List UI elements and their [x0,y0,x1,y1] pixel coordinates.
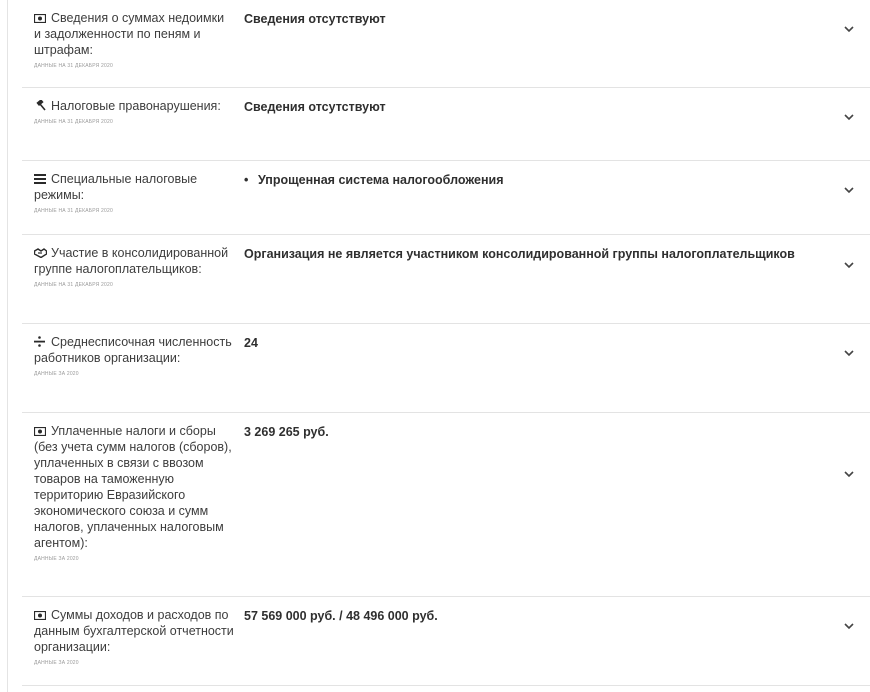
row-value: 57 569 000 руб. / 48 496 000 руб. [244,609,438,623]
list-bullet: • [244,173,249,187]
chevron-down-icon[interactable] [842,110,856,124]
data-date-note: ДАННЫЕ ЗА 2020 [34,660,79,666]
divide-icon [34,334,48,350]
left-divider [7,0,8,692]
row-label-group [34,607,234,667]
info-row-income-expenses[interactable] [22,597,870,686]
row-label-group [34,98,234,126]
row-value: Сведения отсутствуют [244,12,386,26]
row-value: 24 [244,336,258,350]
row-label-group [34,171,234,215]
tax-info-list [22,0,870,686]
row-value: 3 269 265 руб. [244,425,329,439]
row-label-group [34,10,234,70]
data-date-note: ДАННЫЕ НА 31 ДЕКАБРЯ 2020 [34,119,113,125]
info-row-violations[interactable] [22,88,870,161]
row-label: Уплаченные налоги и сборы (без учета сумм налогов (сборов), уплаченных в связи с ввозом товаров на таможенную территорию Евразийского экономического союза и сумм налогов, уплаченных налоговым агентом): [34,424,232,550]
data-date-note: ДАННЫЕ ЗА 2020 [34,371,79,377]
data-date-note: ДАННЫЕ НА 31 ДЕКАБРЯ 2020 [34,208,113,214]
row-label: Среднесписочная численность работников организации: [34,335,232,365]
row-label-group [34,334,234,378]
row-label: Участие в консолидированной группе налогоплательщиков: [34,246,229,276]
bars-icon [34,171,48,187]
banknote-icon [34,423,48,439]
info-row-special-regimes[interactable] [22,161,870,235]
data-date-note: ДАННЫЕ НА 31 ДЕКАБРЯ 2020 [34,282,113,288]
chevron-down-icon[interactable] [842,183,856,197]
info-row-consolidated-group[interactable] [22,235,870,324]
row-label-group [34,245,234,289]
row-value: Организация не является участником консолидированной группы налогоплательщиков [244,247,795,261]
row-value: Упрощенная система налогообложения [258,173,504,187]
info-row-headcount[interactable] [22,324,870,413]
handshake-icon [34,245,48,261]
data-date-note: ДАННЫЕ ЗА 2020 [34,556,79,562]
row-label: Суммы доходов и расходов по данным бухгалтерской отчетности организации: [34,608,234,654]
info-row-arrears[interactable] [22,0,870,88]
row-label: Сведения о суммах недоимки и задолженности по пеням и штрафам: [34,11,225,57]
row-label-group [34,423,234,563]
data-date-note: ДАННЫЕ НА 31 ДЕКАБРЯ 2020 [34,63,113,69]
banknote-icon [34,10,48,26]
gavel-icon [34,98,48,114]
chevron-down-icon[interactable] [842,619,856,633]
info-row-paid-taxes[interactable] [22,413,870,597]
chevron-down-icon[interactable] [842,346,856,360]
chevron-down-icon[interactable] [842,258,856,272]
banknote-icon [34,607,48,623]
chevron-down-icon[interactable] [842,467,856,481]
row-label: Налоговые правонарушения: [51,99,221,113]
row-label: Специальные налоговые режимы: [34,172,198,202]
chevron-down-icon[interactable] [842,22,856,36]
row-value: Сведения отсутствуют [244,100,386,114]
row-value-item [244,172,824,188]
